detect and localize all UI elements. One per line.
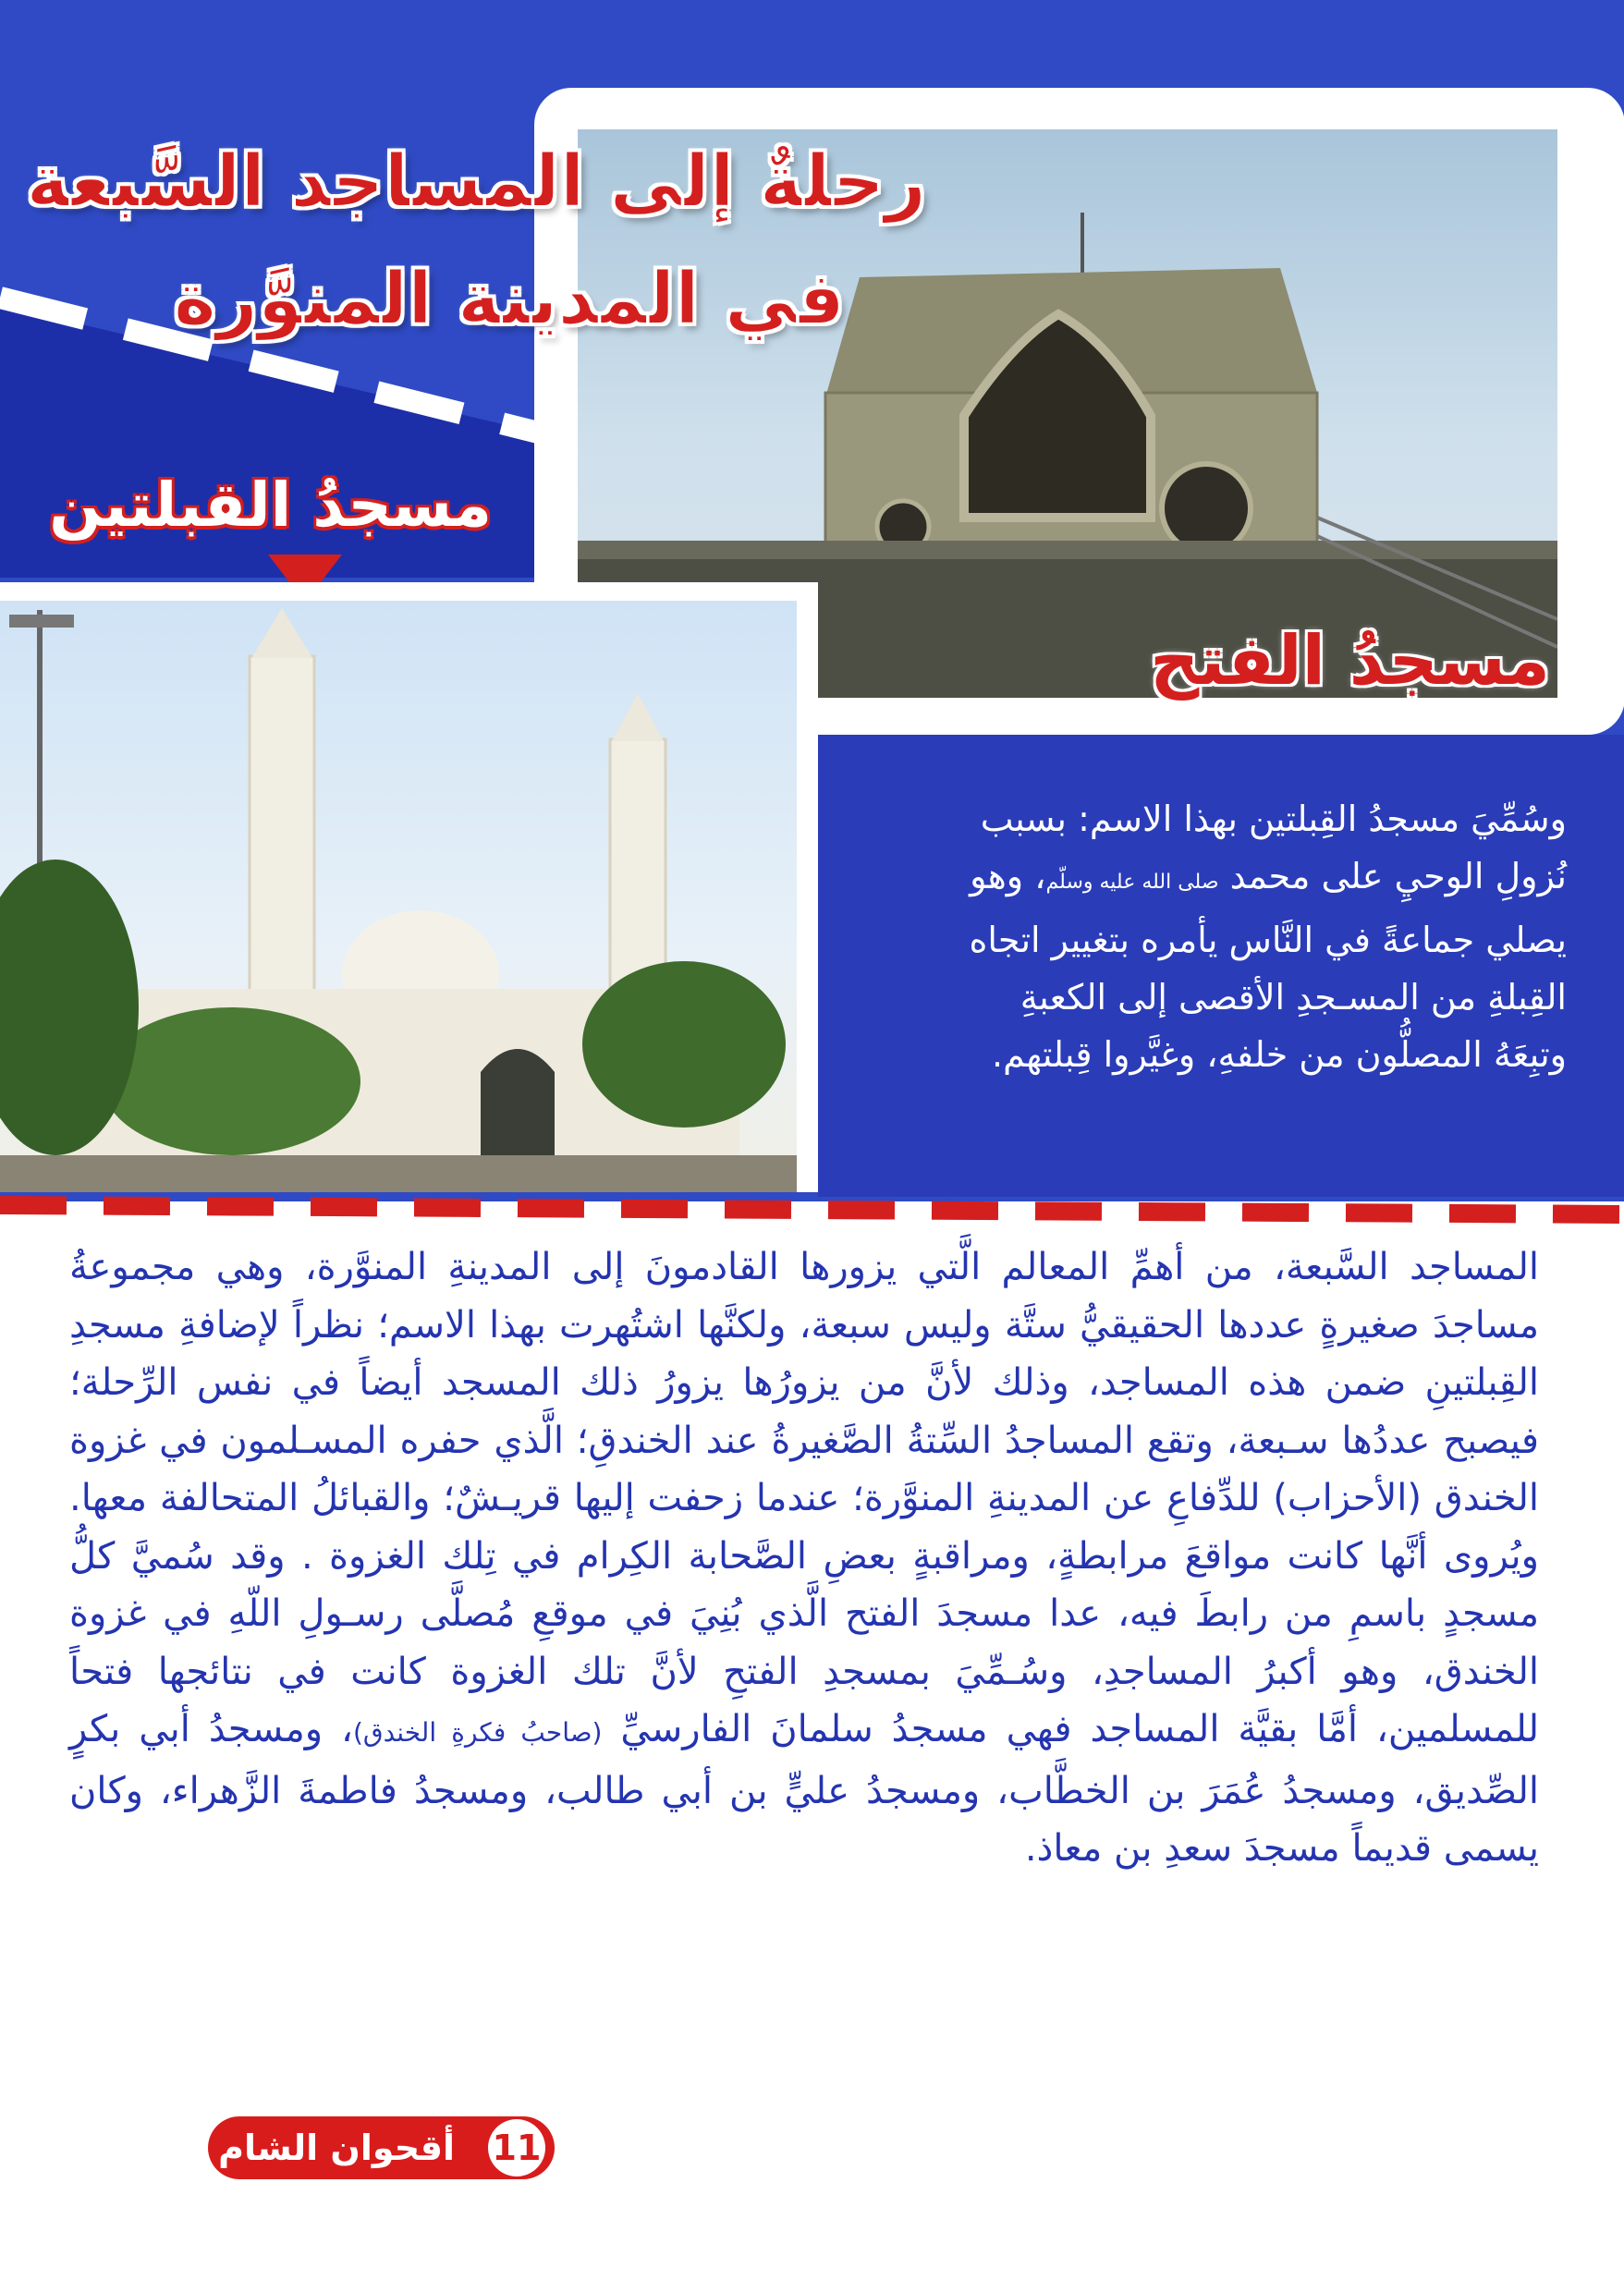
qiblatain-mosque-photo <box>0 601 797 1192</box>
qiblatain-mosque-illustration <box>0 601 797 1192</box>
salutation: صلى الله عليه وسلّم <box>1045 871 1219 894</box>
qiblatain-label: مسجدُ القبلتين <box>49 469 492 541</box>
main-title-line2: في المدينة المنوَّرة <box>173 258 845 341</box>
article-text-part2: ، ومسجدُ أبي بكرٍ الصِّديق، ومسجدُ عُمَرَ بن الخطَّاب، ومسجدُ عليٍّ بن أبي طالب، ومسجدُ فاطمةَ الزَّهراء، وكان يسمى قديماً مسجدَ سعدِ بن معاذ. <box>69 1708 1539 1870</box>
info-line-part: ، وهو <box>970 856 1046 896</box>
fath-label: مسجدُ الفتح <box>1150 621 1550 701</box>
info-line: وتبِعَهُ المصلُّون من خلفهِ، وغيَّروا قِبلتهم. <box>991 1034 1567 1075</box>
info-line: يصلي جماعةً في النَّاس يأمره بتغيير اتجاه <box>969 920 1567 960</box>
magazine-name: أقحوان الشام <box>218 2127 455 2168</box>
article-parenthetical: (صاحبُ فكرةِ الخندق) <box>352 1717 603 1748</box>
article-body <box>69 1238 1539 1878</box>
info-line <box>841 847 1567 911</box>
info-line: وسُمِّيَ مسجدُ القِبلتين بهذا الاسم: بسبب <box>980 799 1567 839</box>
info-box-text <box>841 790 1567 1083</box>
info-line-part: نُزولِ الوحيِ على محمد <box>1218 856 1567 896</box>
main-title-line1: رحلةٌ إلى المساجد السَّبعة <box>26 140 926 224</box>
info-line: القِبلةِ من المسـجدِ الأقصى إلى الكعبةِ <box>1020 977 1567 1018</box>
red-dashed-divider <box>0 1192 1624 1229</box>
page-number: 11 <box>488 2119 545 2176</box>
article-text-part1: المساجد السَّبعة، من أهمِّ المعالم الَّتي يزورها القادمونَ إلى المدينةِ المنوَّرة، وهي مجموعةُ مساجدَ صغيرةٍ عددها الحقيقيُّ ستَّة وليس سبعة، ولكنَّها اشتُهرت بهذا الاسم؛ نظراً لإضافةِ مسجدِ القِبلتينِ ضمن هذه المساجد، وذلك لأنَّ من يزورُها يزورُ ذلك المسجد أيضاً في نفس الرِّحلة؛ فيصبح عددُها سـبعة، وتقع المساجدُ السِّتةُ الصَّغيرةُ عند الخندقِ؛ الَّذي حفره المسـلمون في غزوة الخندق (الأحزاب) للدِّفاعِ عن المدينةِ المنوَّرة؛ عندما زحفت إليها قريـشٌ؛ والقبائلُ المتحالفة معها. ويُروى أنَّها كانت مواقعَ مرابطةٍ، ومراقبةٍ بعضِ الصَّحابة الكِرام في تِلك الغزوة . وقد سُميَّ كلُّ مسجدٍ باسمِ من رابطَ فيه، عدا مسجدَ الفتح الَّذي بُنِيَ في موقعِ مُصلَّى رسـولِ اللّهِ في غزوة الخندق، وهو أكبرُ المساجدِ، وسُـمِّيَ بمسجدِ الفتحِ لأنَّ تلك الغزوة كانت في نتائجها فتحاً للمسلمين، أمَّا بقيَّة المساجد فهي مسجدُ سلمانَ الفارسيِّ <box>69 1246 1540 1750</box>
